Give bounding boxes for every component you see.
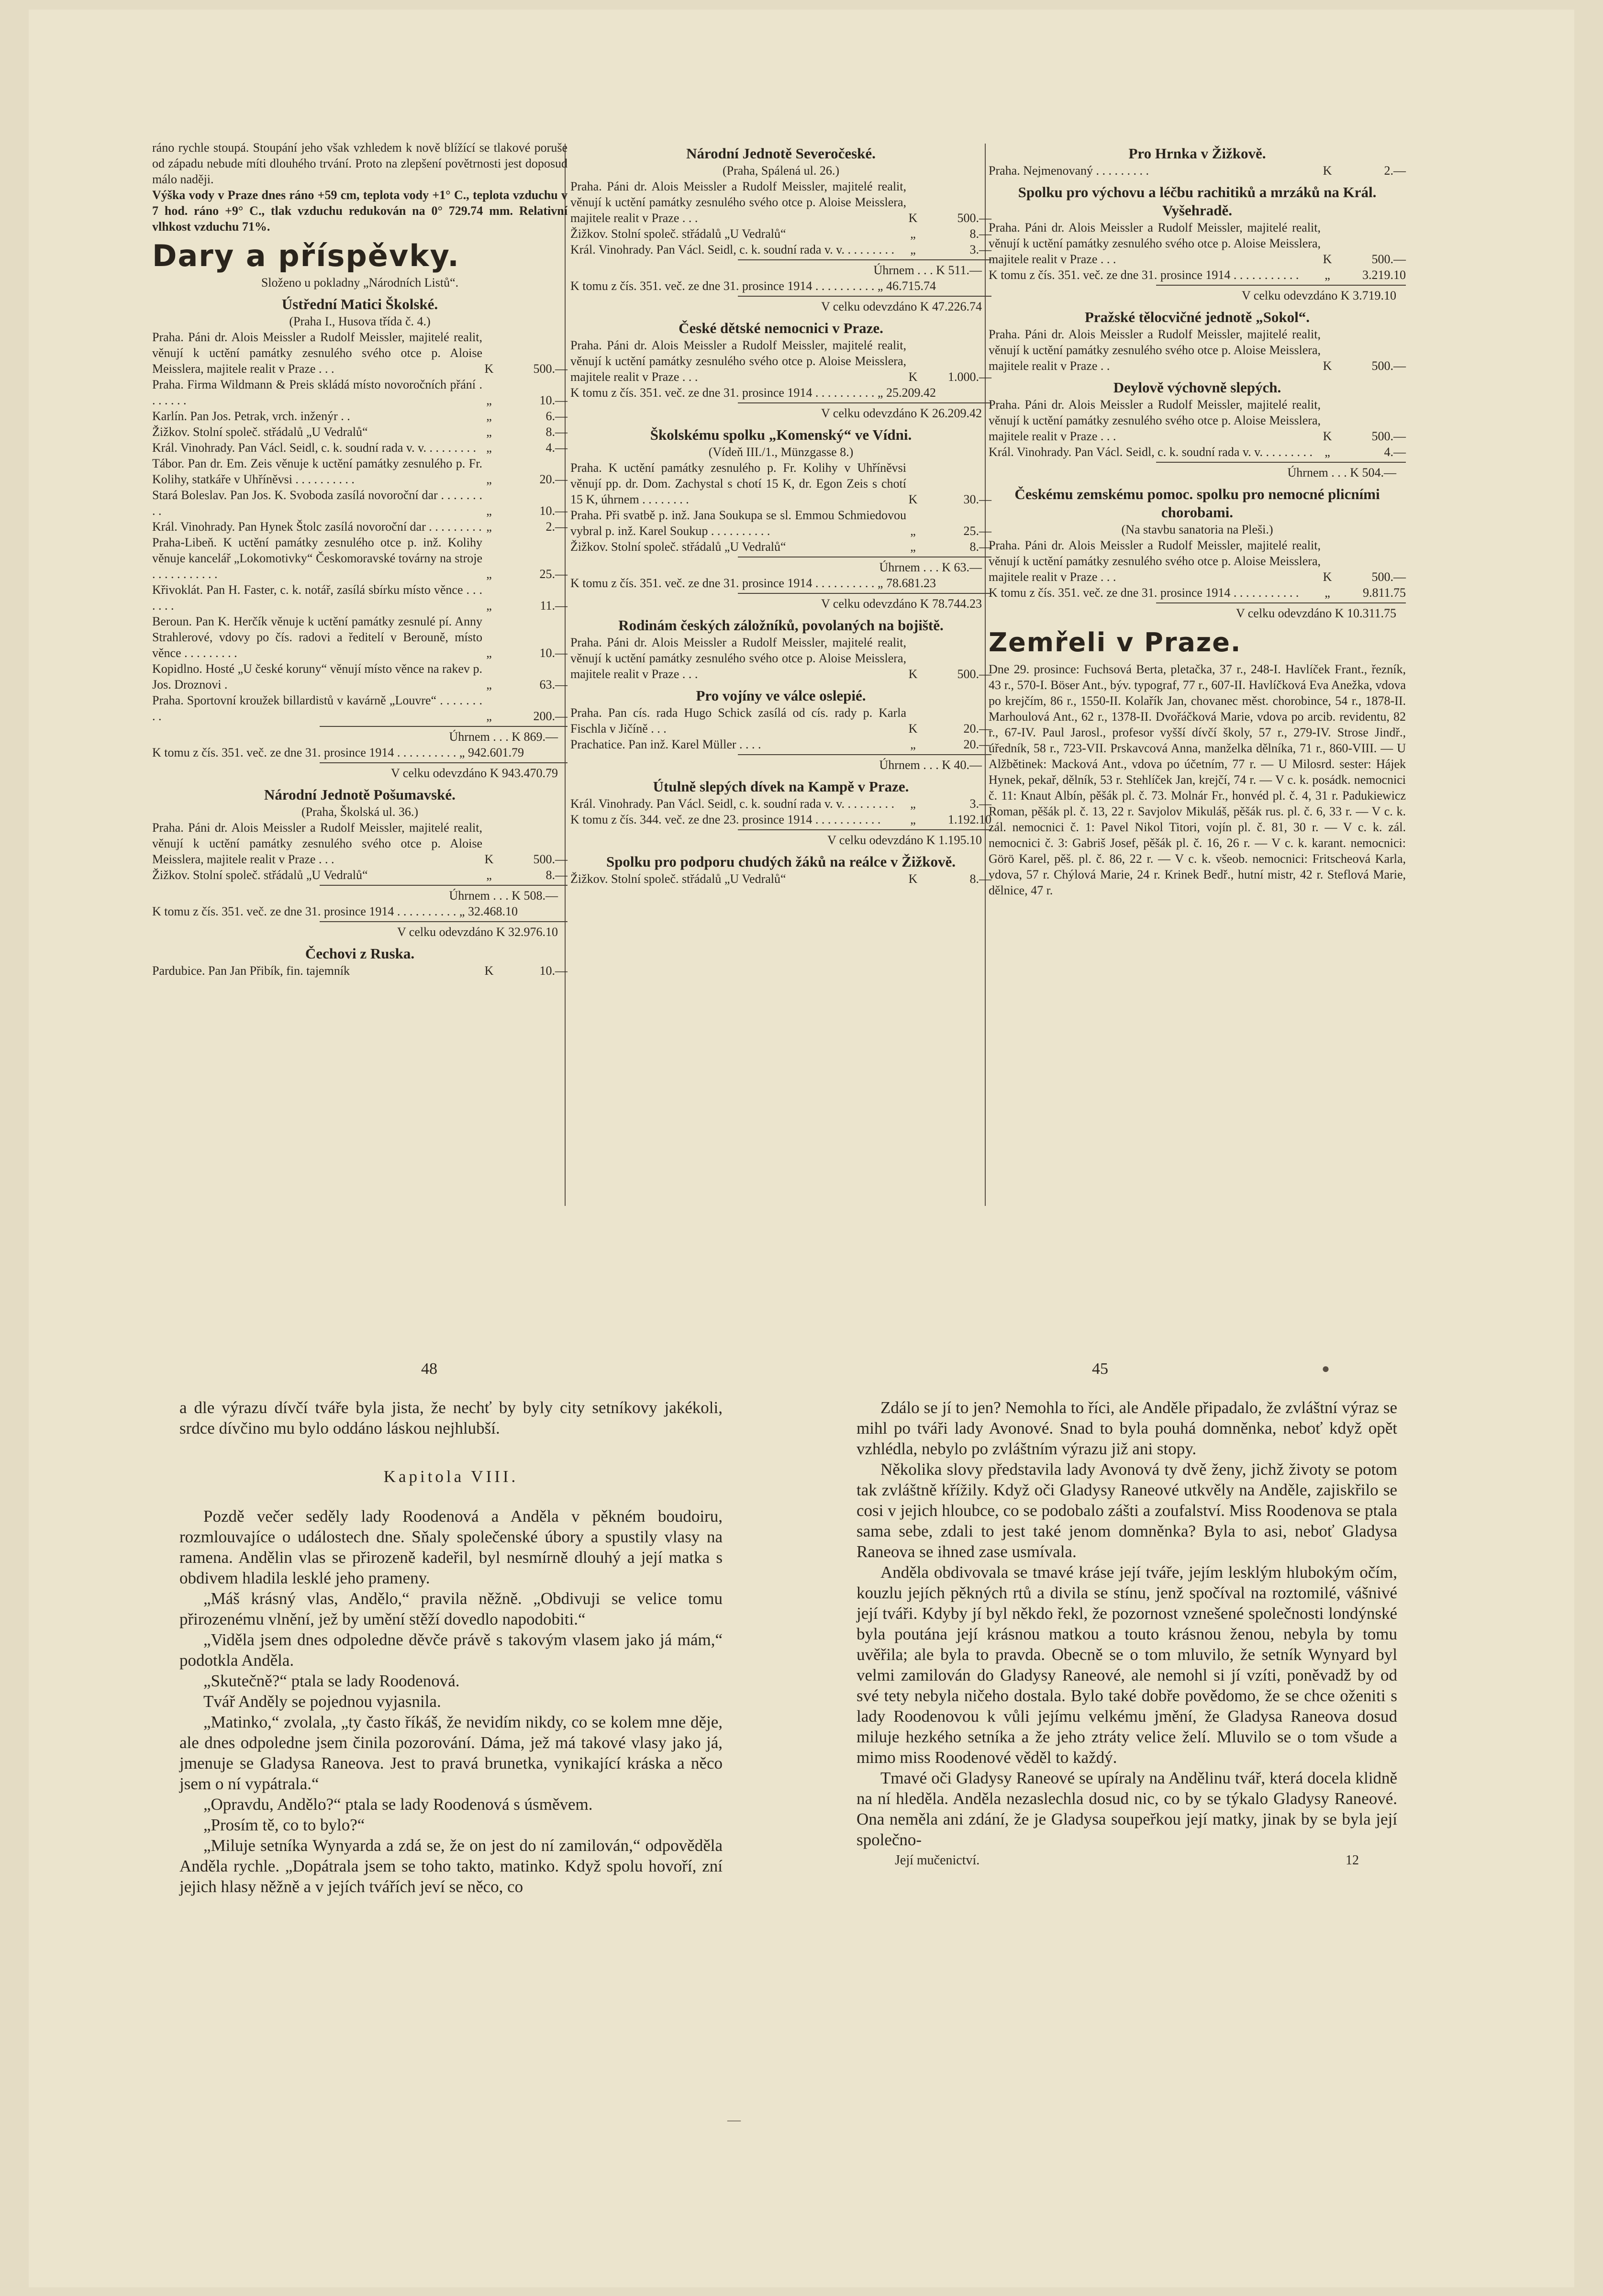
amount: 3.219.10 — [1362, 268, 1406, 282]
currency: „ — [910, 813, 916, 826]
donor-text: Křivoklát. Pan H. Faster, c. k. notář, zasílá sbírku místo věnce . . . . . . . — [152, 583, 482, 613]
amount: 500.— — [533, 852, 568, 866]
section-total: Úhrnem . . . K 504.— — [1287, 466, 1396, 479]
story-paragraph: Několika slovy představila lady Avonová ty dvě ženy, jichž životy se potom tak zvláštně křížily. Když oči Gladysy Raneové utkvěly na Anděle, zajiskřilo se cosi v jejich hloubce, co se podobalo zášti a zoufalství. Miss Roodenova se ptala sama sebe, zdali to jest také jenom domněnka? Byla to asi, neboť Gladysa Raneova se ihned zase usmívala. — [857, 1460, 1397, 1561]
amount: 10.— — [539, 964, 568, 978]
story-paragraph: „Opravdu, Andělo?“ ptala se lady Roodenová s úsměvem. — [203, 1795, 593, 1814]
donation-entry — [570, 812, 991, 827]
currency: „ — [910, 227, 916, 241]
grand-total: V celku odevzdáno K 32.976.10 — [397, 925, 558, 939]
divider — [1156, 462, 1406, 463]
currency: „ — [486, 599, 492, 613]
footer-title: Její mučenictví. — [895, 1853, 980, 1868]
page-number-right: 45 — [1092, 1360, 1108, 1378]
currency: „ — [486, 567, 492, 581]
divider — [1156, 285, 1406, 286]
amount: 6.— — [545, 409, 568, 423]
currency: K — [1323, 164, 1332, 178]
currency: „ — [486, 709, 492, 723]
donation-entry — [152, 408, 568, 424]
amount: 500.— — [1371, 252, 1406, 266]
amount: 4.— — [545, 441, 568, 455]
section-title: Školskému spolku „Komenský“ ve Vídni. — [650, 426, 912, 443]
donation-entry — [152, 613, 568, 661]
donation-entry — [152, 424, 568, 440]
divider — [738, 259, 991, 260]
donation-entry — [570, 507, 991, 539]
amount: 8.— — [969, 872, 991, 886]
donation-entry — [152, 329, 568, 377]
currency: K — [908, 492, 918, 506]
donation-entry — [989, 220, 1406, 267]
donor-text: Král. Vinohrady. Pan Hynek Štolc zasílá novoroční dar . . . . . . . . . — [152, 520, 482, 534]
story-paragraph: Anděla obdivovala se tmavé kráse její tváře, jejím lesklým hlubokým očím, kouzlu jejích pěkných rtů a divila se stínu, jenž spočíval na roztomilé, vášnivé její tváři. Kdyby jí byl někdo řekl, že pozornost vznešené společnosti londýnské byla poutána její krásnou matkou a touto krásnou ženou, nebyla by tomu uvěřila; ale byla to pravda. Obecně se o tom mluvilo, že setník Wynyard byl velmi zamilován do Gladysy Raneové, ale nemohl si jí vzíti, poněvadž by od své tety nebyla ničeho dostala. Bylo také dobře povědomo, že se chce oženiti s lady Roodenovou k vůli jejímu velkému jmění, že Gladysa Raneova dosud miluje hezkého setníka a že jeho ztráty velice želí. Mluvilo se o tom všude a mimo miss Roodenové věděl to každý. — [857, 1563, 1397, 1767]
section-title: Národní Jednotě Severočeské. — [686, 145, 876, 162]
donor-text: Praha. Při svatbě p. inž. Jana Soukupa se sl. Emmou Schmiedovou vybral p. inž. Karel Soukup . . . . . . . . . . — [570, 508, 906, 538]
amount: 1.000.— — [948, 370, 991, 384]
grand-total: V celku odevzdáno K 78.744.23 — [821, 597, 982, 611]
donor-text: Praha. Páni dr. Alois Meissler a Rudolf Meissler, majitelé realit, věnují k uctění památky zesnulého svého otce p. Aloise Meisslera, majitele realit v Praze . . . — [989, 538, 1321, 584]
donor-text: Praha. Páni dr. Alois Meissler a Rudolf Meissler, majitelé realit, věnují k uctění památky zesnulého svého otce p. Aloise Meisslera, majitele realit v Praze . . . — [570, 179, 906, 225]
donation-entry — [989, 537, 1406, 585]
section-title: Deylově výchovně slepých. — [1113, 379, 1281, 396]
amount: 20.— — [539, 472, 568, 486]
currency: „ — [910, 737, 916, 751]
donation-entry — [152, 582, 568, 613]
section-subtitle: (Na stavbu sanatoria na Pleši.) — [1121, 523, 1273, 536]
amount: 25.— — [539, 567, 568, 581]
currency: K — [1323, 359, 1332, 373]
donation-entry — [152, 692, 568, 724]
donor-text: Praha. Páni dr. Alois Meissler a Rudolf Meissler, majitelé realit, věnují k uctění památky zesnulého svého otce p. Aloise Meisslera, majitele realit v Praze . . . — [989, 398, 1321, 443]
amount: 8.— — [545, 868, 568, 882]
story-paragraph: Zdálo se jí to jen? Nemohla to říci, ale Anděle připadalo, že zvláštní výraz se mihl po tváři lady Avonové. Snad to byla pouhá domněnka, neboť když opět vzhlédla, nebylo po zvláštním výrazu již ani stopy. — [857, 1398, 1397, 1458]
donation-entry — [152, 377, 568, 408]
donations-heading: Dary a příspěvky. — [152, 238, 460, 273]
column-3 — [989, 140, 1406, 898]
currency: „ — [1325, 268, 1330, 282]
currency: „ — [486, 425, 492, 439]
story-footer — [857, 1850, 1397, 1871]
donation-entry — [570, 178, 991, 226]
donation-entry — [152, 519, 568, 535]
divider — [320, 762, 568, 763]
section-title: Pro vojíny ve válce oslepié. — [696, 687, 866, 704]
currency: K — [908, 211, 918, 225]
story-paragraph: „Matinko,“ zvolala, „ty často říkáš, že nevidím nikdy, co se kolem mne děje, ale dnes odpoledne jsem činila pozorování. Dáma, jež má takové vlasy jako já, jmenuje se Gladysa Raneova. Jest to pravá brunetka, vynikající kráska a něco jsem o ní vypátrala.“ — [179, 1713, 723, 1793]
donor-text: Praha. Páni dr. Alois Meissler a Rudolf Meissler, majitelé realit, věnují k uctění památky zesnulého svého otce p. Aloise Meisslera, majitele realit v Praze . . . — [152, 821, 482, 866]
section-title: Národní Jednotě Pošumavské. — [264, 786, 456, 803]
donor-text: Král. Vinohrady. Pan Václ. Seidl, c. k. soudní rada v. v. . . . . . . . . — [570, 797, 894, 811]
page-number-left: 48 — [421, 1360, 437, 1378]
story-paragraph: „Miluje setníka Wynyarda a zdá se, že on jest do ní zamilován,“ odpověděla Anděla rychle. „Dopátrala jsem se toho takto, matinko. Když spolu hovoří, zní jejich hlasy něžně a v jejích tvářích jeví se něco, co — [179, 1836, 723, 1896]
story-paragraph: „Prosím tě, co to bylo?“ — [203, 1816, 365, 1834]
divider — [738, 296, 991, 297]
currency: „ — [486, 441, 492, 455]
donation-entry — [989, 397, 1406, 444]
donor-text: Praha. Firma Wildmann & Preis skládá místo novoročních přání . . . . . . . — [152, 378, 482, 407]
section-title: Čechovi z Ruska. — [305, 945, 415, 962]
section-total: Úhrnem . . . K 869.— — [449, 730, 558, 744]
donor-text: Praha. Páni dr. Alois Meissler a Rudolf Meissler, majitelé realit, věnují k uctění památky zesnulého svého otce p. Aloise Meisslera, majitele realit v Praze . . . — [570, 338, 906, 384]
donation-sections — [152, 295, 568, 979]
currency: K — [908, 722, 918, 736]
section-title: Českému zemskému pomoc. spolku pro nemocné plicními chorobami. — [1014, 486, 1380, 521]
story-right — [857, 1397, 1397, 1871]
amount: 4.— — [1384, 445, 1406, 459]
divider — [738, 402, 991, 403]
donor-text: Král. Vinohrady. Pan Václ. Seidl, c. k. soudní rada v. v. . . . . . . . . — [989, 445, 1313, 459]
donor-text: Beroun. Pan K. Herčík věnuje k uctění památky zesnulé pí. Anny Strahlerové, vdovy po čís. radovi a ředitelí v Berouně, místo věnce . . . . . . . . . — [152, 614, 482, 660]
donation-entry — [152, 963, 568, 979]
donation-entry — [152, 661, 568, 692]
amount: 10.— — [539, 504, 568, 518]
section-title: Pražské tělocvičné jednotě „Sokol“. — [1084, 309, 1310, 325]
story-left — [179, 1397, 723, 1897]
donor-text: Žižkov. Stolní společ. střádalů „U Vedralů“ — [570, 227, 786, 241]
currency: „ — [486, 409, 492, 423]
column-1 — [152, 140, 568, 979]
carry-over: K tomu z čís. 351. več. ze dne 31. prosince 1914 . . . . . . . . . . „ 942.601.79 — [152, 746, 524, 759]
donor-text: Praha. Nejmenovaný . . . . . . . . . — [989, 164, 1149, 178]
column-2 — [570, 140, 991, 887]
currency: K — [908, 667, 918, 681]
donor-text: K tomu z čís. 344. več. ze dne 23. prosince 1914 . . . . . . . . . . . — [570, 813, 881, 826]
donor-text: Pardubice. Pan Jan Přibík, fin. tajemník — [152, 964, 350, 978]
donor-text: K tomu z čís. 351. več. ze dne 31. prosince 1914 . . . . . . . . . . . — [989, 586, 1299, 600]
divider — [320, 921, 568, 922]
donation-entry — [989, 267, 1406, 283]
section-subtitle: (Praha, Spálená ul. 26.) — [722, 164, 840, 178]
donation-entry — [570, 539, 991, 555]
grand-total: V celku odevzdáno K 10.311.75 — [1236, 606, 1396, 620]
donation-entry — [570, 736, 991, 752]
donation-entry — [152, 440, 568, 456]
amount: 8.— — [545, 425, 568, 439]
currency: K — [1323, 252, 1332, 266]
section-title: Spolku pro podporu chudých žáků na reálce v Žižkově. — [606, 853, 956, 870]
story-paragraph: Tmavé oči Gladysy Raneové se upíraly na Andělinu tvář, která docela klidně na ní hleděla. Anděla nezaslechla dosud nic, co by se týkalo Gladysy Raneové. Ona neměla ani zdání, že je Gladysa soupeřkou její matky, jinak by se byla její společno- — [857, 1769, 1397, 1849]
donation-entry — [152, 487, 568, 519]
donation-sections — [989, 145, 1406, 621]
grand-total: V celku odevzdáno K 943.470.79 — [390, 766, 558, 780]
donation-entry — [152, 867, 568, 883]
amount: 500.— — [1371, 429, 1406, 443]
donation-entry — [570, 635, 991, 682]
carry-over: K tomu z čís. 351. več. ze dne 31. prosince 1914 . . . . . . . . . . „ 46.715.74 — [570, 279, 936, 293]
donor-text: K tomu z čís. 351. več. ze dne 31. prosince 1914 . . . . . . . . . . . — [989, 268, 1299, 282]
section-subtitle: (Praha, Školská ul. 36.) — [301, 805, 419, 819]
donation-entry — [989, 163, 1406, 178]
section-total: Úhrnem . . . K 63.— — [879, 560, 982, 574]
donor-text: Král. Vinohrady. Pan Václ. Seidl, c. k. soudní rada v. v. . . . . . . . . — [152, 441, 476, 455]
donor-text: Žižkov. Stolní společ. střádalů „U Vedralů“ — [570, 540, 786, 554]
section-title: Ústřední Matici Školské. — [281, 296, 438, 312]
story-paragraphs — [857, 1397, 1397, 1850]
currency: K — [484, 362, 494, 376]
amount: 8.— — [969, 540, 991, 554]
donor-text: Král. Vinohrady. Pan Václ. Seidl, c. k. soudní rada v. v. . . . . . . . . — [570, 243, 894, 256]
divider — [738, 754, 991, 755]
currency: „ — [1325, 586, 1330, 600]
donation-entry — [989, 326, 1406, 374]
donor-text: Praha-Libeň. K uctění památky zesnulého otce p. inž. Kolihy věnuje kancelář „Lokomotivky“ Českomoravské továrny na stroje . . . . . . . . . . . — [152, 535, 482, 581]
section-total: Úhrnem . . . K 511.— — [873, 263, 982, 277]
deaths-list: Dne 29. prosince: Fuchsová Berta, pletačka, 37 r., 248-I. Havlíček Frant., řezník, 43 r., 570-I. Böser Ant., býv. typograf, 77 r., 607-II. Havlíčková Eva Anežka, vdova po krejčím, 86 r., 1550-II. Kolařík Jan, chovanec měst. chorobince, 54 r., 1878-II. Marhoulová Ant., 62 r., 1378-II. Dvořáčková Marie, vdova po arcib. revidentu, 82 r., 67-IV. Paul Jarosl., profesor vyšší dívčí školy, 57 r., 279-IV. Strose Jindř., úředník, 58 r., 723-VII. Prskavcová Anna, manželka dělníka, 71 r., 860-VIII. — U Alžbětinek: Macková Ant., vdova po účetním, 77 r. — U Milosrd. sester: Hájek Hynek, pekař, dělník, 53 r. Stehlíček Jan, krejčí, 74 r. — V c. k. posádk. nemocnici č. 11: Knaut Albín, pěšák pl. č. 73. Molnár Fr., honvéd pl. č. 4, 31 r. Padukiewicz Roman, pěšák pl. č. 13, 22 r. Savjolov Mikuláš, pěšák rus. pl. č. 6, 33 r. — V c. k. zál. nemocnici č. 1: Pavel Nikol Titori, vojín pl. č. 81, 30 r. — V c. k. zál. nemocnici č. 3: Gabriš Josef, pěšák pl. č. 16, 26 r. — V c. k. karant. nemocnici: Görö Karel, pěš. pl. č. 86, 22 r. — V c. k. všeob. nemocnici: Fritscheová Karla, vdova, 57 r. Chýlová Marie, 24 r. Krinek Bedř., hutní mistr, 42 r. Steflová Marie, dělnice, 47 r. — [989, 662, 1406, 897]
currency: K — [908, 370, 918, 384]
divider — [320, 885, 568, 886]
donor-text: Praha. Páni dr. Alois Meissler a Rudolf Meissler, majitelé realit, věnují k uctění památky zesnulého svého otce p. Aloise Meisslera, majitele realit v Praze . . . — [570, 635, 906, 681]
section-title: Pro Hrnka v Žižkově. — [1128, 145, 1266, 162]
donor-text: Tábor. Pan dr. Em. Zeis věnuje k uctění památky zesnulého p. Fr. Kolihy, statkáře v Uhříněvsi . . . . . . . . . . — [152, 457, 482, 486]
currency: „ — [486, 472, 492, 486]
carry-over: K tomu z čís. 351. več. ze dne 31. prosince 1914 . . . . . . . . . . „ 32.468.10 — [152, 904, 518, 918]
story-paragraph: „Viděla jsem dnes odpoledne děvče právě s takovým vlasem jako já mám,“ podotkla Anděla. — [179, 1630, 723, 1670]
amount: 20.— — [963, 722, 991, 736]
donation-entry — [570, 796, 991, 812]
dash-mark: — — [727, 2113, 741, 2128]
currency: „ — [486, 520, 492, 534]
deaths-heading: Zemřeli v Praze. — [989, 627, 1242, 658]
story-lead: a dle výrazu dívčí tváře byla jista, že nechť by byly city setníkovy jakékoli, srdce dívčino mu bylo oddáno láskou nejhlubší. — [179, 1398, 723, 1438]
donation-entry — [570, 705, 991, 736]
section-total: Úhrnem . . . K 508.— — [449, 889, 558, 903]
section-subtitle: (Vídeň III./1., Münzgasse 8.) — [708, 445, 854, 459]
story-paragraph: „Skutečně?“ ptala se lady Roodenová. — [203, 1672, 460, 1690]
footer-number: 12 — [1346, 1853, 1359, 1868]
currency: K — [484, 964, 494, 978]
amount: 9.811.75 — [1362, 586, 1406, 600]
amount: 8.— — [969, 227, 991, 241]
currency: „ — [1325, 445, 1330, 459]
currency: „ — [486, 646, 492, 660]
carry-over: K tomu z čís. 351. več. ze dne 31. prosince 1914 . . . . . . . . . . „ 78.681.23 — [570, 576, 936, 590]
amount: 500.— — [533, 362, 568, 376]
currency: „ — [486, 504, 492, 518]
amount: 11.— — [540, 599, 568, 613]
amount: 10.— — [539, 393, 568, 407]
currency: „ — [910, 524, 916, 538]
donation-entry — [152, 456, 568, 487]
donor-text: Karlín. Pan Jos. Petrak, vrch. inženýr . . — [152, 409, 350, 423]
grand-total: V celku odevzdáno K 3.719.10 — [1241, 289, 1396, 302]
donation-entry — [570, 226, 991, 242]
grand-total: V celku odevzdáno K 1.195.10 — [827, 833, 982, 847]
donor-text: Prachatice. Pan inž. Karel Müller . . . . — [570, 737, 761, 751]
story-paragraph: Pozdě večer seděly lady Roodenová a Anděla v pěkném boudoiru, rozmlouvajíce o událostech dne. Sňaly společenské úbory a spustily vlasy na ramena. Andělin vlas se přirozeně kadeřil, byl nesmírně dlouhý a její matka s obdivem hladila lesklé jeho prameny. — [179, 1507, 723, 1587]
section-subtitle: (Praha I., Husova třída č. 4.) — [289, 314, 431, 328]
donation-entry — [152, 820, 568, 867]
currency: „ — [910, 243, 916, 256]
divider — [1156, 602, 1406, 603]
currency: „ — [910, 797, 916, 811]
donor-text: Praha. Pan cís. rada Hugo Schick zasílá od cís. rady p. Karla Fischla v Jičíně . . . — [570, 706, 906, 736]
donation-entry — [570, 460, 991, 507]
grand-total: V celku odevzdáno K 26.209.42 — [821, 406, 982, 420]
donor-text: Žižkov. Stolní společ. střádalů „U Vedralů“ — [570, 872, 786, 886]
amount: 10.— — [539, 646, 568, 660]
story-paragraph: Tvář Anděly se pojednou vyjasnila. — [203, 1692, 441, 1711]
divider — [320, 726, 568, 727]
amount: 30.— — [963, 492, 991, 506]
amount: 2.— — [1384, 164, 1406, 178]
amount: 63.— — [539, 678, 568, 691]
divider — [738, 593, 991, 594]
currency: „ — [486, 678, 492, 691]
donor-text: Praha. K uctění památky zesnulého p. Fr. Kolihy v Uhříněvsi věnují pp. dr. Dom. Zachystal s chotí 15 K, dr. Egon Zeis s chotí 15 K, úhrnem . . . . . . . . — [570, 461, 906, 506]
story-paragraphs — [179, 1506, 723, 1897]
section-title: Útulně slepých dívek na Kampě v Praze. — [653, 778, 909, 795]
donation-sections — [570, 145, 991, 887]
divider — [738, 829, 991, 830]
amount: 3.— — [969, 797, 991, 811]
currency: K — [1323, 429, 1332, 443]
amount: 3.— — [969, 243, 991, 256]
amount: 200.— — [533, 709, 568, 723]
donation-entry — [989, 444, 1406, 460]
grand-total: V celku odevzdáno K 47.226.74 — [821, 300, 982, 313]
section-title: Rodinám českých záložníků, povolaných na bojiště. — [618, 617, 944, 634]
donor-text: Stará Boleslav. Pan Jos. K. Svoboda zasílá novoroční dar . . . . . . . . . — [152, 488, 482, 518]
donation-entry — [152, 535, 568, 582]
section-title: Spolku pro výchovu a léčbu rachitiků a mrzáků na Král. Vyšehradě. — [1018, 184, 1377, 219]
carry-over: K tomu z čís. 351. več. ze dne 31. prosince 1914 . . . . . . . . . . „ 25.209.42 — [570, 386, 936, 400]
weather-text: ráno rychle stoupá. Stoupání jeho však vzhledem k nově blížící se tlakové poruše od západu nebude míti dlouhého trvání. Proto na zlepšení povětrnosti jest doposud málo naději. — [152, 141, 568, 186]
amount: 1.192.10 — [948, 813, 991, 826]
amount: 500.— — [1371, 570, 1406, 584]
donor-text: Praha. Páni dr. Alois Meissler a Rudolf Meissler, majitelé realit, věnují k uctění památky zesnulého svého otce p. Aloise Meisslera, majitele realit v Praze . . . — [152, 330, 482, 376]
currency: K — [908, 872, 918, 886]
currency: „ — [486, 393, 492, 407]
section-total: Úhrnem . . . K 40.— — [879, 758, 982, 772]
donation-entry — [989, 585, 1406, 601]
donation-entry — [570, 242, 991, 257]
bullet-mark: ● — [1322, 1361, 1330, 1376]
amount: 500.— — [957, 211, 991, 225]
donation-entry — [570, 337, 991, 385]
donor-text: Praha. Páni dr. Alois Meissler a Rudolf Meissler, majitelé realit, věnují k uctění památky zesnulého svého otce p. Aloise Meisslera, majitele realit v Praze . . . — [989, 221, 1321, 266]
donation-entry — [570, 871, 991, 887]
donor-text: Kopidlno. Hosté „U české koruny“ věnují místo věnce na rakev p. Jos. Droznovi . — [152, 662, 482, 691]
currency: K — [1323, 570, 1332, 584]
amount: 20.— — [963, 737, 991, 751]
amount: 25.— — [963, 524, 991, 538]
section-title: České dětské nemocnici v Praze. — [679, 320, 883, 336]
amount: 2.— — [545, 520, 568, 534]
currency: „ — [486, 868, 492, 882]
amount: 500.— — [957, 667, 991, 681]
currency: K — [484, 852, 494, 866]
amount: 500.— — [1371, 359, 1406, 373]
donor-text: Žižkov. Stolní společ. střádalů „U Vedralů“ — [152, 868, 368, 882]
donor-text: Žižkov. Stolní společ. střádalů „U Vedralů“ — [152, 425, 368, 439]
donations-subhead: Složeno u pokladny „Národních Listů“. — [261, 276, 459, 290]
chapter-title: Kapitola VIII. — [383, 1467, 519, 1486]
donor-text: Praha. Sportovní kroužek billardistů v kavárně „Louvre“ . . . . . . . . . — [152, 693, 482, 723]
currency: „ — [910, 540, 916, 554]
water-level-text: Výška vody v Praze dnes ráno +59 cm, teplota vody +1° C., teplota vzduchu v 7 hod. ráno +9° C., tlak vzduchu redukován na 0° 729.74 mm. Relativní vlhkost vzduchu 71%. — [152, 188, 568, 234]
story-paragraph: „Máš krásný vlas, Andělo,“ pravila něžně. „Obdivuji se velice tomu přirozenému vlnění, jež by umění stěží dovedlo napodobiti.“ — [179, 1589, 723, 1628]
donor-text: Praha. Páni dr. Alois Meissler a Rudolf Meissler, majitelé realit, věnují k uctění památky zesnulého svého otce p. Aloise Meisslera, majitele realit v Praze . . — [989, 327, 1321, 373]
